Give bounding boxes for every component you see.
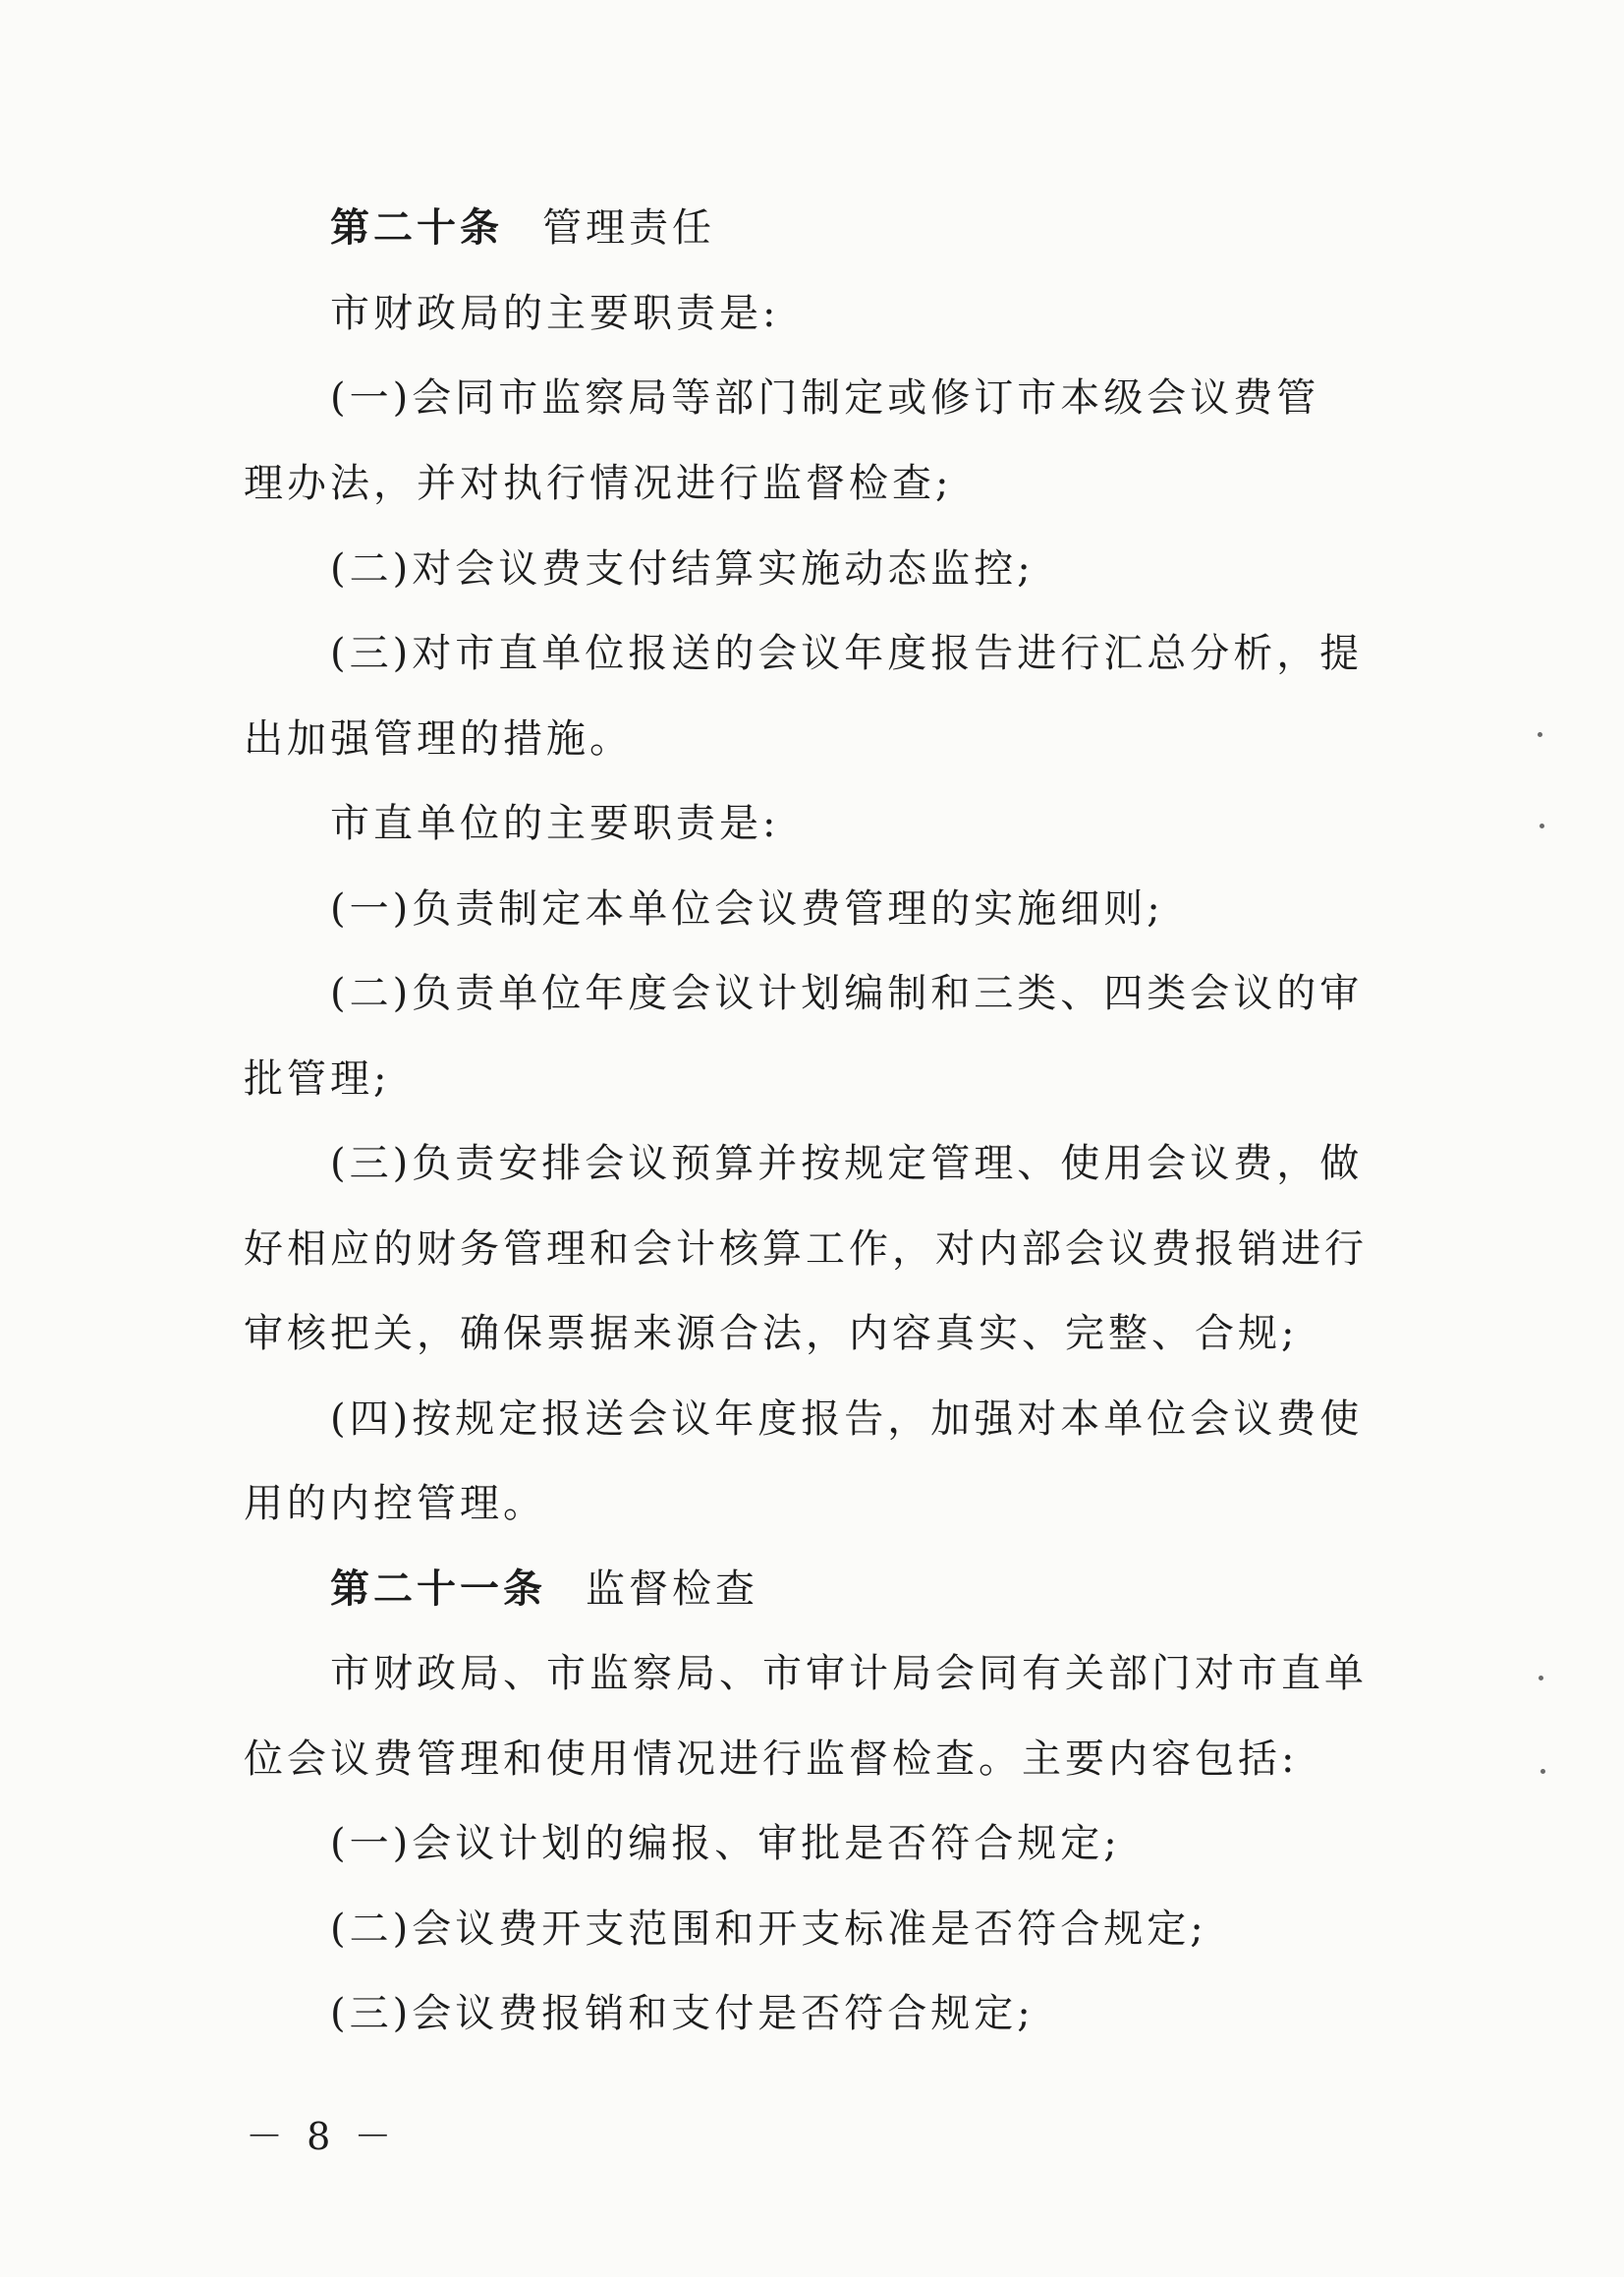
- paragraph-line: (四)按规定报送会议年度报告，加强对本单位会议费使: [330, 1396, 1364, 1442]
- paragraph-line: 市财政局、市监察局、市审计局会同有关部门对市直单: [330, 1651, 1368, 1696]
- paragraph-line: (一)会议计划的编报、审批是否符合规定;: [330, 1821, 1121, 1866]
- paragraph-line: 用的内控管理。: [244, 1481, 546, 1526]
- scan-speck: [1540, 1769, 1545, 1774]
- paragraph-line: 审核把关，确保票据来源合法，内容真实、完整、合规;: [244, 1311, 1299, 1356]
- paragraph-line: 出加强管理的措施。: [244, 716, 633, 762]
- paragraph-line: 位会议费管理和使用情况进行监督检查。主要内容包括:: [244, 1736, 1299, 1782]
- paragraph-line: 批管理;: [244, 1056, 391, 1102]
- paragraph-line: 理办法，并对执行情况进行监督检查;: [244, 461, 953, 506]
- paragraph-line: (三)负责安排会议预算并按规定管理、使用会议费，做: [330, 1141, 1364, 1186]
- paragraph-line: (一)负责制定本单位会议费管理的实施细则;: [330, 886, 1164, 932]
- paragraph-line: (三)对市直单位报送的会议年度报告进行汇总分析，提: [330, 631, 1364, 676]
- paragraph-line: (二)会议费开支范围和开支标准是否符合规定;: [330, 1907, 1207, 1952]
- paragraph-line: 市财政局的主要职责是:: [330, 291, 780, 336]
- paragraph-line: (三)会议费报销和支付是否符合规定;: [330, 1991, 1035, 2036]
- article-20-title: 管理责任: [542, 205, 715, 251]
- article-21-heading: [330, 1565, 1470, 1613]
- paragraph-line: (二)对会议费支付结算实施动态监控;: [330, 546, 1035, 592]
- paragraph-line: 好相应的财务管理和会计核算工作，对内部会议费报销进行: [244, 1226, 1368, 1272]
- article-20-heading: [330, 204, 1470, 252]
- paragraph-line: (一)会同市监察局等部门制定或修订市本级会议费管: [330, 375, 1320, 421]
- paragraph-line: 市直单位的主要职责是:: [330, 801, 780, 846]
- article-21-number: 第二十一条: [330, 1566, 546, 1612]
- scan-speck: [1539, 1676, 1543, 1680]
- article-21-title: 监督检查: [586, 1566, 758, 1612]
- paragraph-line: (二)负责单位年度会议计划编制和三类、四类会议的审: [330, 971, 1364, 1016]
- scan-speck: [1540, 824, 1544, 828]
- article-20-number: 第二十条: [330, 205, 503, 251]
- scan-speck: [1538, 732, 1542, 737]
- page-number: － 8 －: [246, 2115, 398, 2158]
